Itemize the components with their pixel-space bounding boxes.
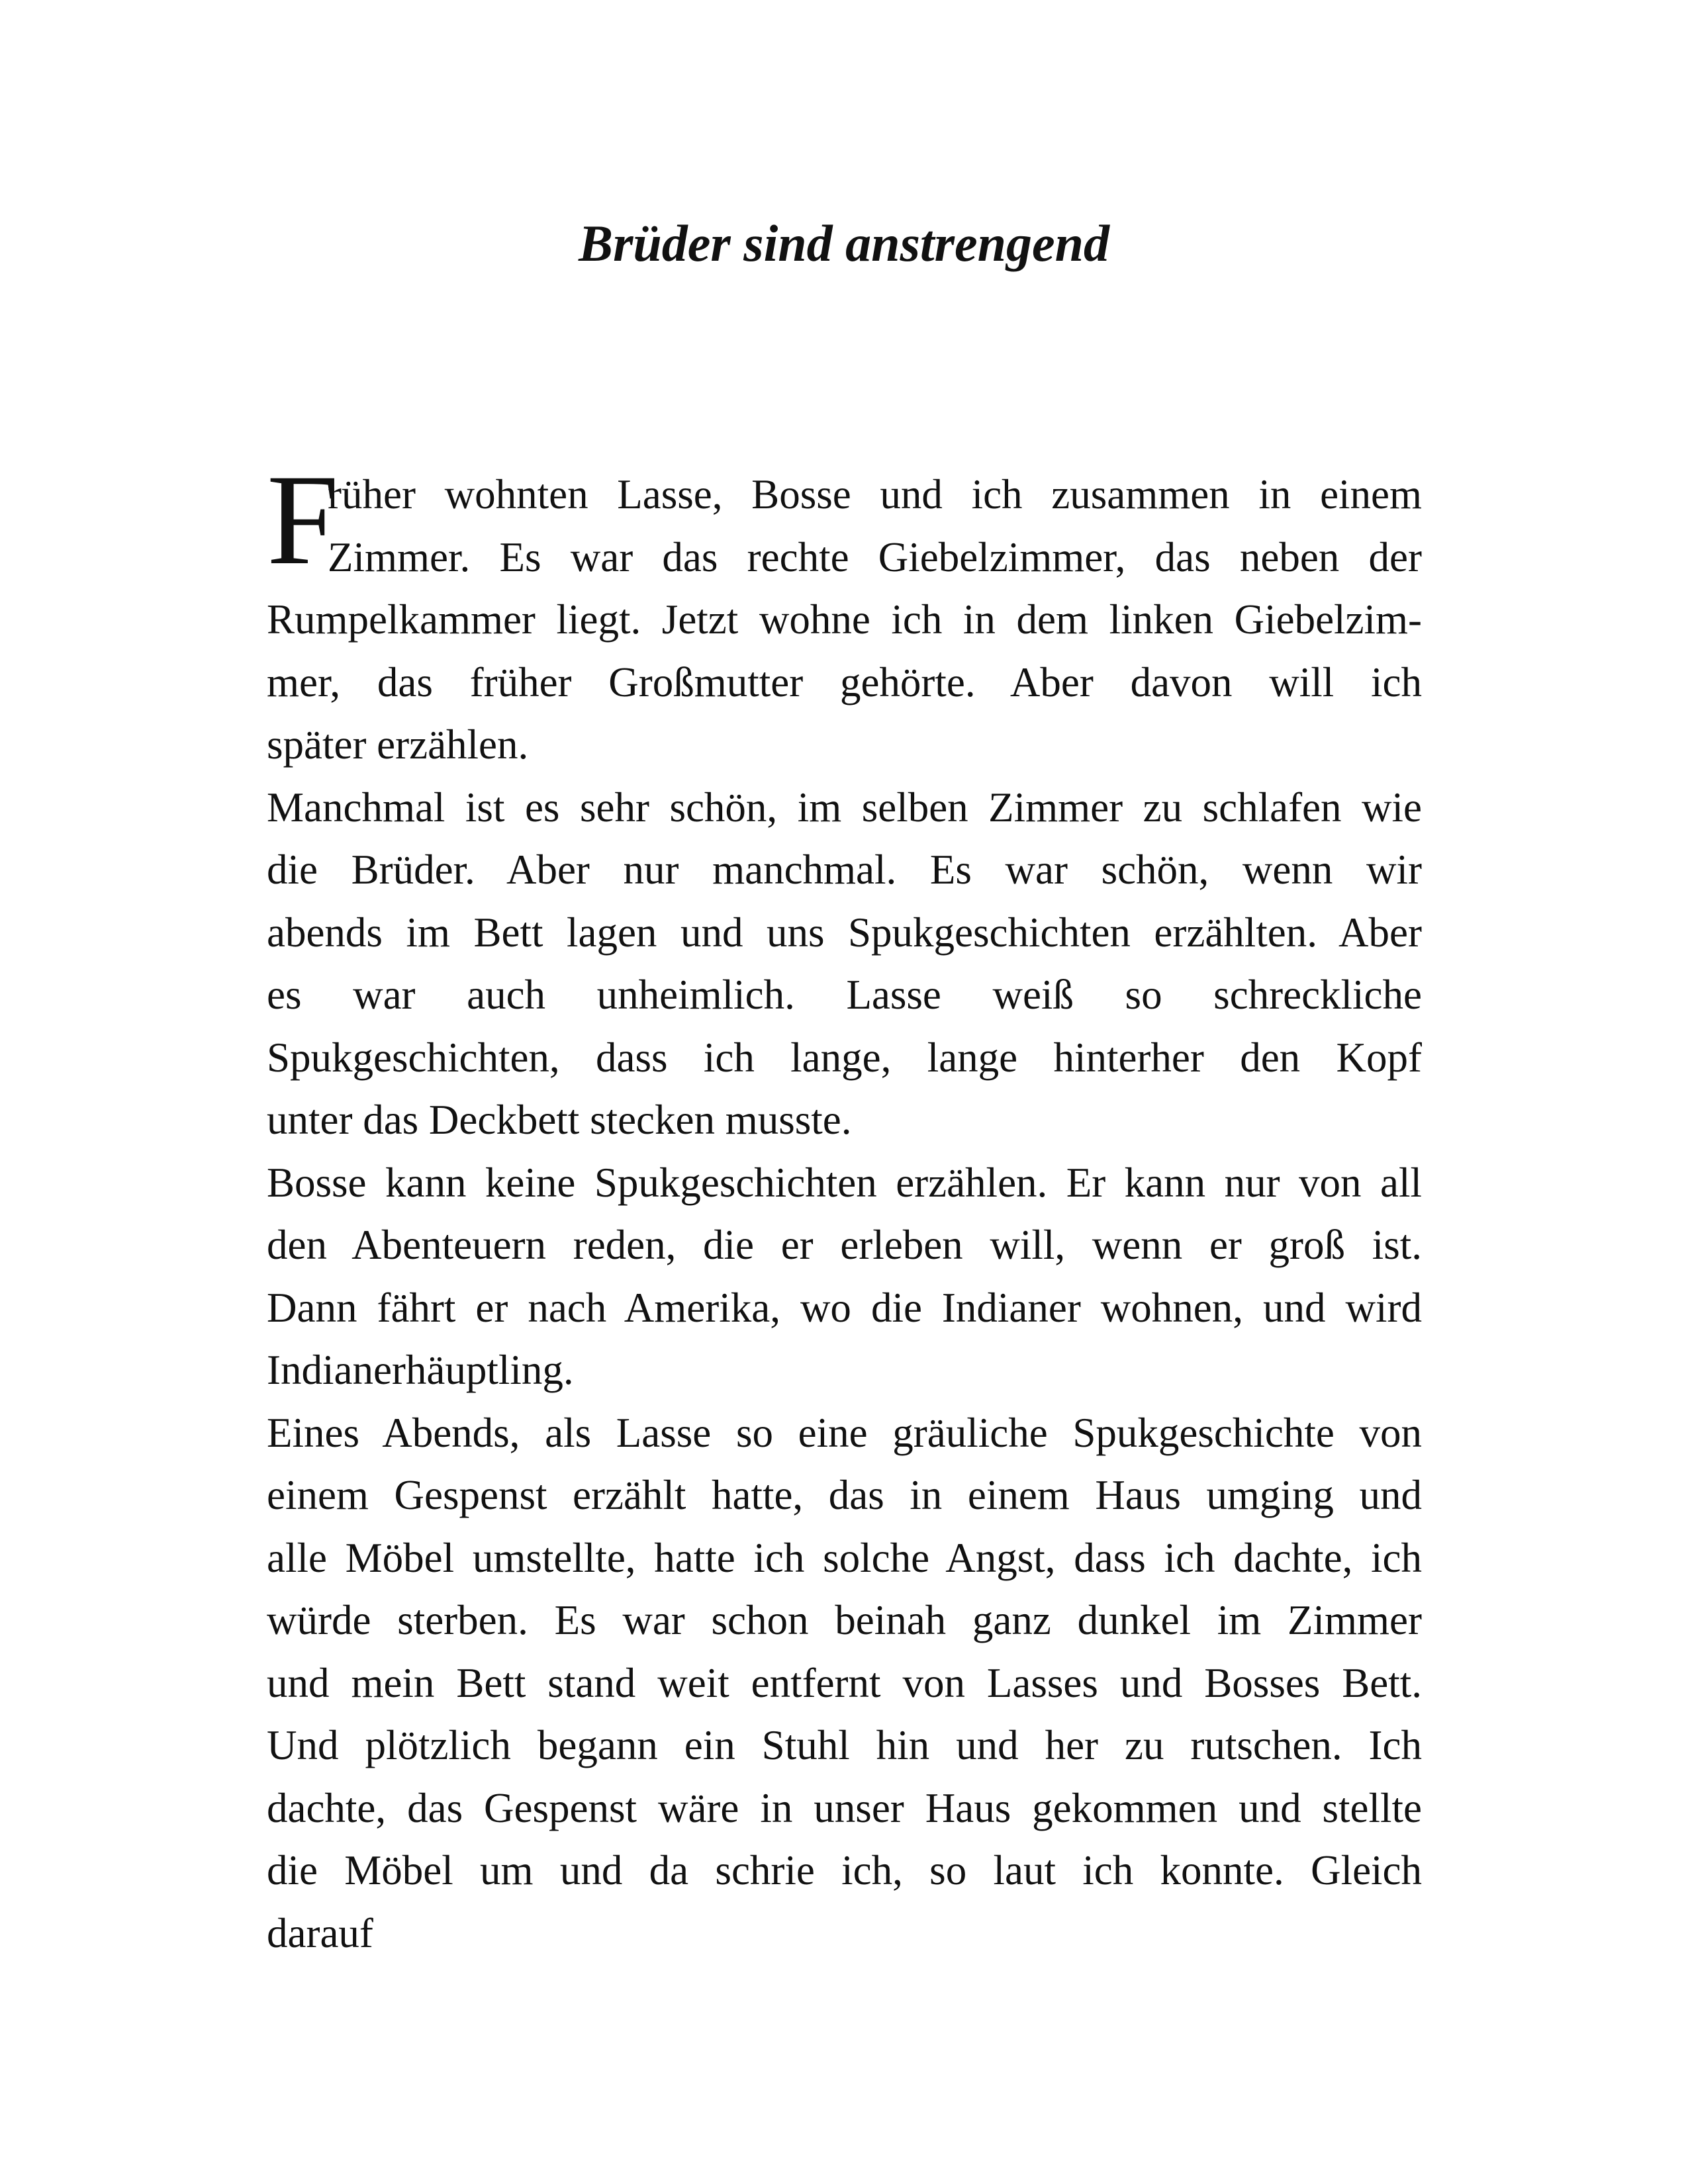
drop-cap-letter: F — [267, 448, 340, 592]
body-text — [267, 463, 1422, 1964]
text-line: abends im Bett lagen und uns Spukgeschichten erzählten. Aber — [267, 909, 1422, 956]
text-line: mer, das früher Großmutter gehörte. Aber davon will ich — [267, 659, 1422, 705]
text-line: alle Möbel umstellte, hatte ich solche Angst, dass ich dachte, ich — [267, 1534, 1422, 1581]
text-line: darauf — [267, 1909, 373, 1956]
text-line: die Möbel um und da schrie ich, so laut ich konnte. Gleich — [267, 1847, 1422, 1893]
text-line: würde sterben. Es war schon beinah ganz dunkel im Zimmer — [267, 1597, 1422, 1643]
text-line: rüher wohnten Lasse, Bosse und ich zusammen in einem — [328, 471, 1422, 518]
text-line: Zimmer. Es war das rechte Giebelzimmer, das neben der — [328, 533, 1422, 580]
text-line: Und plötzlich begann ein Stuhl hin und her zu rutschen. Ich — [267, 1722, 1422, 1768]
text-line: und mein Bett stand weit entfernt von Lasses und Bosses Bett. — [267, 1659, 1422, 1706]
text-line: Indianerhäuptling. — [267, 1347, 574, 1393]
text-line: Manchmal ist es sehr schön, im selben Zimmer zu schlafen wie — [267, 784, 1422, 831]
text-line: Eines Abends, als Lasse so eine gräuliche Spukgeschichte von — [267, 1409, 1422, 1456]
text-line: Spukgeschichten, dass ich lange, lange hinterher den Kopf — [267, 1034, 1422, 1081]
text-line: Dann fährt er nach Amerika, wo die Indianer wohnen, und wird — [267, 1284, 1422, 1331]
text-line: dachte, das Gespenst wäre in unser Haus gekommen und stellte — [267, 1784, 1422, 1831]
text-line: den Abenteuern reden, die er erleben will, wenn er groß ist. — [267, 1222, 1422, 1268]
text-line: Rumpelkammer liegt. Jetzt wohne ich in dem linken Giebelzim- — [267, 596, 1422, 643]
text-line: Bosse kann keine Spukgeschichten erzählen. Er kann nur von all — [267, 1159, 1422, 1206]
text-line: es war auch unheimlich. Lasse weiß so schreckliche — [267, 972, 1422, 1018]
text-line: unter das Deckbett stecken musste. — [267, 1097, 852, 1143]
text-line: die Brüder. Aber nur manchmal. Es war schön, wenn wir — [267, 846, 1422, 893]
chapter-title: Brüder sind anstrengend — [579, 214, 1109, 272]
text-line: später erzählen. — [267, 721, 529, 768]
text-line: einem Gespenst erzählt hatte, das in einem Haus umging und — [267, 1472, 1422, 1518]
